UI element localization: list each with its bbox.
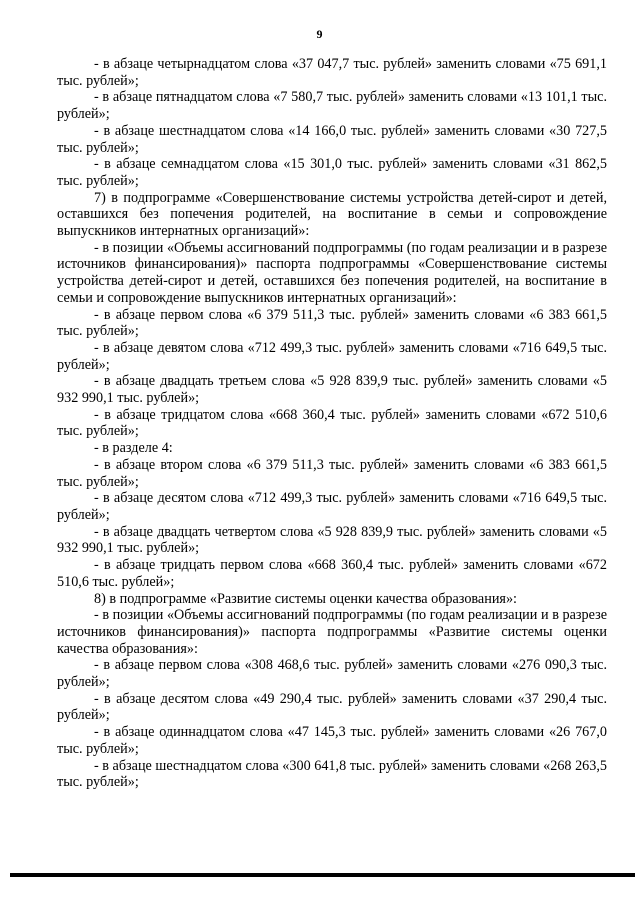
- paragraph: - в абзаце четырнадцатом слова «37 047,7 тыс. рублей» заменить словами «75 691,1 тыс. рублей»;: [57, 56, 607, 89]
- paragraph: - в абзаце первом слова «308 468,6 тыс. рублей» заменить словами «276 090,3 тыс. рублей»;: [57, 657, 607, 691]
- paragraph: - в абзаце втором слова «6 379 511,3 тыс. рублей» заменить словами «6 383 661,5 тыс. рублей»;: [57, 456, 607, 490]
- paragraph: - в абзаце десятом слова «712 499,3 тыс. рублей» заменить словами «716 649,5 тыс. рублей»;: [57, 490, 607, 523]
- paragraph: - в абзаце одиннадцатом слова «47 145,3 тыс. рублей» заменить словами «26 767,0 тыс. рублей»;: [57, 724, 607, 757]
- paragraph: - в абзаце тридцать первом слова «668 360,4 тыс. рублей» заменить словами «672 510,6 тыс. рублей»;: [57, 557, 607, 590]
- section-heading: 7) в подпрограмме «Совершенствование системы устройства детей-сирот и детей, оставшихся без попечения родителей, на воспитание в семьи и сопровождение выпускников интернатных организаций»:: [57, 189, 607, 240]
- paragraph: - в абзаце пятнадцатом слова «7 580,7 тыс. рублей» заменить словами «13 101,1 тыс. рублей»;: [57, 89, 607, 123]
- paragraph: - в абзаце шестнадцатом слова «300 641,8 тыс. рублей» заменить словами «268 263,5 тыс. рублей»;: [57, 757, 607, 791]
- paragraph: - в абзаце семнадцатом слова «15 301,0 тыс. рублей» заменить словами «31 862,5 тыс. рублей»;: [57, 156, 607, 189]
- paragraph: - в абзаце десятом слова «49 290,4 тыс. рублей» заменить словами «37 290,4 тыс. рублей»;: [57, 690, 607, 724]
- section-heading: 8) в подпрограмме «Развитие системы оценки качества образования»:: [94, 590, 517, 607]
- paragraph: - в абзаце девятом слова «712 499,3 тыс. рублей» заменить словами «716 649,5 тыс. рублей»;: [57, 339, 607, 373]
- paragraph: - в позиции «Объемы ассигнований подпрограммы (по годам реализации и в разрезе источников финансирования)» паспорта подпрограммы «Совершенствование системы устройства детей-сирот и детей, оставшихся без попечения родителей, на воспитание в семьи и сопровождение выпускников интернатных организаций»:: [57, 239, 607, 306]
- paragraph: - в абзаце двадцать четвертом слова «5 928 839,9 тыс. рублей» заменить словами «5 932 990,1 тыс. рублей»;: [57, 523, 607, 557]
- bottom-divider: [10, 873, 635, 877]
- paragraph: - в абзаце первом слова «6 379 511,3 тыс. рублей» заменить словами «6 383 661,5 тыс. рублей»;: [57, 306, 607, 340]
- paragraph: - в позиции «Объемы ассигнований подпрограммы (по годам реализации и в разрезе источников финансирования)» паспорта подпрограммы «Развитие системы оценки качества образования»:: [57, 607, 607, 657]
- document-body: [57, 56, 607, 791]
- paragraph: - в абзаце двадцать третьем слова «5 928 839,9 тыс. рублей» заменить словами «5 932 990,1 тыс. рублей»;: [57, 373, 607, 407]
- paragraph: - в абзаце шестнадцатом слова «14 166,0 тыс. рублей» заменить словами «30 727,5 тыс. рублей»;: [57, 122, 607, 156]
- paragraph: - в разделе 4:: [94, 440, 173, 457]
- page-number: 9: [316, 27, 323, 41]
- paragraph: - в абзаце тридцатом слова «668 360,4 тыс. рублей» заменить словами «672 510,6 тыс. рублей»;: [57, 406, 607, 440]
